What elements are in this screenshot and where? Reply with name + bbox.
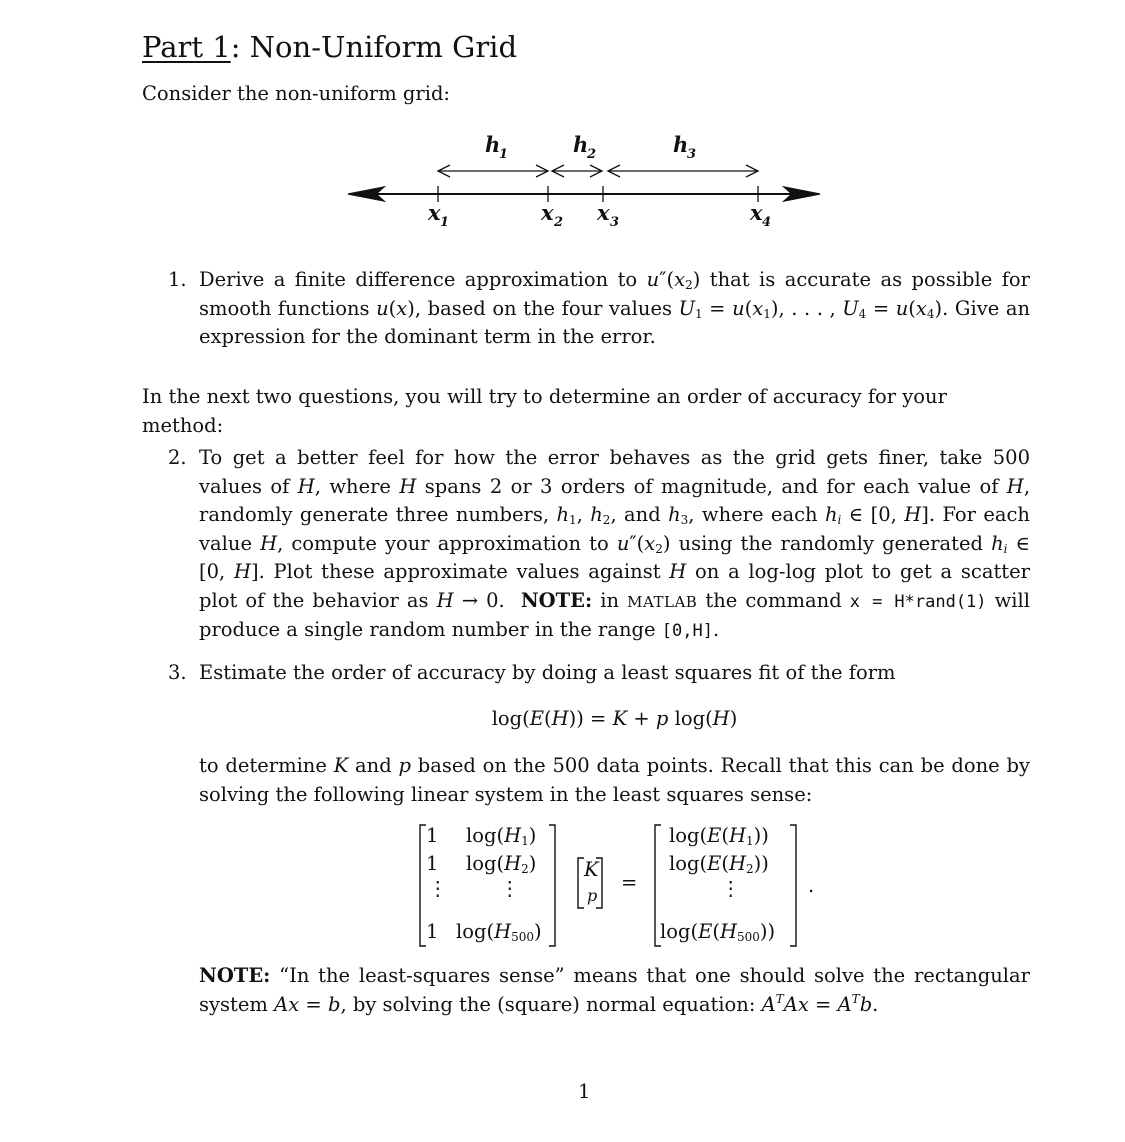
x3-label: x: [597, 200, 610, 225]
x4-label: x: [750, 200, 763, 225]
note-paragraph: NOTE: “In the least-squares sense” means that one should solve the rectangular system Ax = b, by solving the (square) normal equation: $A^TAx = A^Tb$.: [199, 964, 1030, 1016]
svg-text:1: 1: [440, 215, 450, 230]
intro-text: Consider the non-uniform grid:: [142, 82, 451, 105]
note-label: NOTE:: [520, 588, 593, 612]
h2-label: h: [573, 132, 589, 157]
x2-label: x: [541, 200, 554, 225]
svg-text:3: 3: [610, 215, 620, 230]
question-3: 3. Estimate the order of accuracy by doing a least squares fit of the form: [168, 661, 896, 684]
svg-text:1: 1: [499, 147, 509, 162]
transition-text: In the next two questions, you will try to determine an order of accuracy for your method:: [142, 385, 947, 437]
svg-text:4: 4: [762, 215, 772, 230]
h1-span-arrow: [438, 165, 548, 177]
grid-diagram: [340, 128, 830, 234]
svg-text:3: 3: [687, 147, 697, 162]
question-2: 2. To get a better feel for how the error behaves as the grid gets finer, take 500 values of H, where H spans 2 or 3 orders of magnitude, and for each value of H, randomly generate three numbers, $h_1$, $h_2$, and $h_3$, where each $h_i$ ∈ [0, H]. For each value H, compute your approximation to $u''(x_2)$ using the randomly generated $h_i$ ∈ [0, H]. Plot these approximate values against H on a log-log plot to get a scatter plot of the behavior as H → 0. NOTE: in MATLAB the command x = H*rand(1) will produce a single random number in the range [0,H].: [168, 446, 1031, 641]
x1-label: x: [428, 200, 441, 225]
matlab-code: x = H*rand(1): [849, 591, 987, 612]
page-title: Part 1: Non-Uniform Grid: [142, 30, 518, 64]
page-number: 1: [578, 1080, 591, 1103]
least-squares-system: 1 $\log(H_1)$ 1 $\log(H_2)$ ⋮ ⋮ 1 $\log(H_{500})$ K p = $\log(E(H_1))$ $\log(E(H_2))$ ⋮ $\log(E(H_{500}))$ .: [416, 822, 846, 950]
svg-text:2: 2: [587, 147, 597, 162]
h3-span-arrow: [608, 165, 758, 177]
h2-span-arrow: [552, 165, 602, 177]
h3-label: h: [673, 132, 689, 157]
question-1: 1. Derive a finite difference approximation to $u''(x_2)$ that is accurate as possible for smooth functions u(x), based on the four values $U_1 = u(x_1)$, . . . , $U_4 = u(x_4)$. Give an expression for the dominant term in the error.: [168, 268, 1030, 348]
question-3-continued: to determine K and p based on the 500 data points. Recall that this can be done by solving the following linear system in the least squares sense:: [199, 754, 1030, 806]
svg-text:2: 2: [554, 215, 564, 230]
fit-equation: log(E(H)) = K + p log(H): [491, 707, 738, 730]
h1-label: h: [485, 132, 501, 157]
